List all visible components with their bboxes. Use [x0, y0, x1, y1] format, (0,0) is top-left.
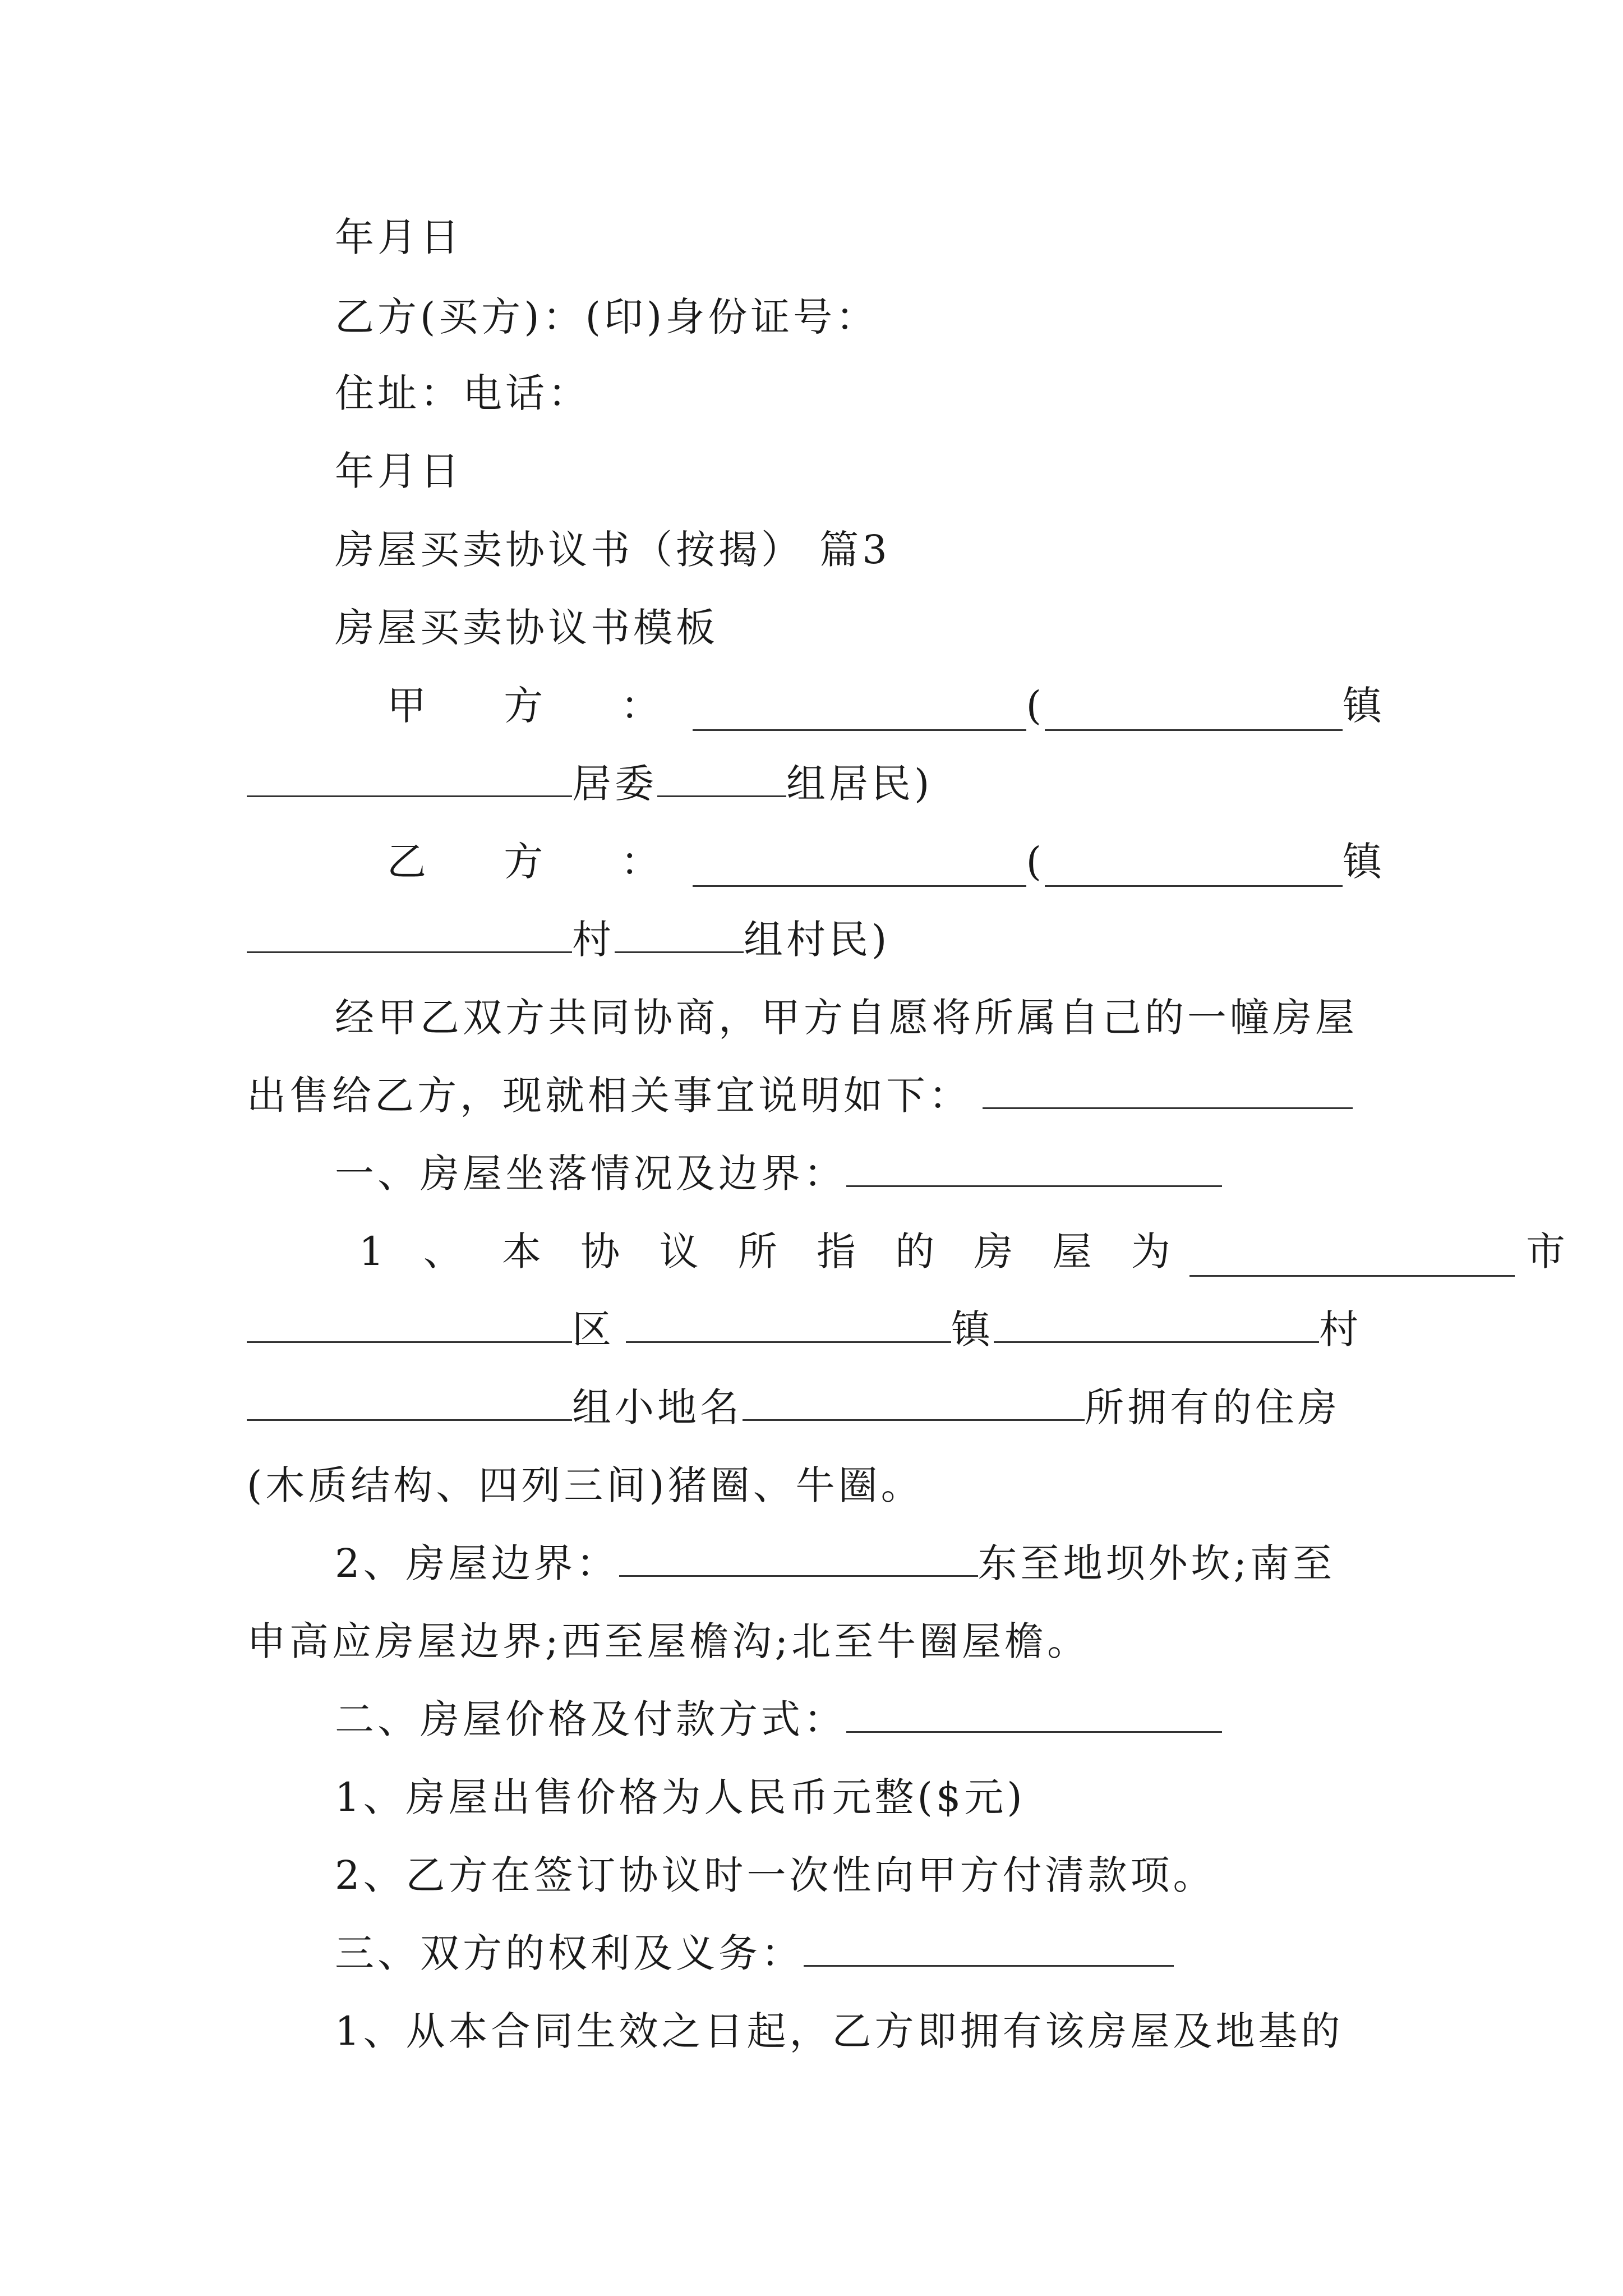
party-b-town-blank[interactable] — [1045, 853, 1343, 887]
party-b-village-blank[interactable] — [247, 919, 572, 953]
section-1-blank[interactable] — [846, 1153, 1222, 1187]
party-b-group-blank[interactable] — [615, 919, 744, 953]
intro-line-2 — [247, 1070, 1353, 1121]
town-label: 镇 — [951, 1306, 994, 1352]
section-1-title — [335, 1148, 1222, 1199]
section-heading: 房屋买卖协议书（按揭） 篇3 — [335, 527, 891, 573]
village-blank[interactable] — [994, 1309, 1319, 1343]
party-b-line — [387, 836, 1385, 887]
boundary-blank[interactable] — [619, 1543, 978, 1577]
buyer-address-phone-line: 住址：电话： — [335, 370, 591, 416]
party-b-village-label: 村 — [572, 917, 615, 963]
party-a-town-blank[interactable] — [1045, 697, 1343, 731]
group-blank[interactable] — [247, 1387, 572, 1421]
party-b-label: 乙 方 ： — [387, 839, 693, 885]
section-1-item-1-text: 1 、 本 协 议 所 指 的 房 屋 为 — [359, 1228, 1184, 1274]
section-1-item-1-line-3 — [247, 1382, 1340, 1433]
party-a-group-blank[interactable] — [657, 763, 786, 797]
party-a-group-label: 组居民) — [786, 761, 933, 807]
section-3-title — [335, 1928, 1174, 1978]
intro-blank[interactable] — [983, 1075, 1353, 1109]
section-1-item-1-line — [359, 1226, 1569, 1277]
district-label: 区 — [572, 1306, 615, 1352]
section-2-title — [335, 1694, 1222, 1745]
section-3-blank[interactable] — [804, 1932, 1174, 1967]
district-blank[interactable] — [247, 1309, 572, 1343]
owned-house-label: 所拥有的住房 — [1085, 1384, 1340, 1430]
section-1-title-text: 一、房屋坐落情况及边界： — [335, 1151, 846, 1197]
party-b-town-label: 镇 — [1343, 839, 1385, 885]
party-a-town-label: 镇 — [1343, 683, 1385, 729]
section-1-item-1-line-2 — [247, 1304, 1362, 1355]
party-a-committee-label: 居委 — [572, 761, 657, 807]
section-2-item-1: 1、房屋出售价格为人民币元整($元) — [335, 1774, 1026, 1820]
party-b-name-blank[interactable] — [693, 853, 1026, 887]
party-b-paren: ( — [1026, 839, 1045, 885]
boundary-label: 2、房屋边界： — [335, 1540, 619, 1586]
date-line-1: 年月日 — [335, 214, 463, 260]
intro-text-2: 出售给乙方，现就相关事宜说明如下： — [247, 1073, 971, 1119]
buyer-signature-line: 乙方(买方)：(印)身份证号： — [335, 294, 879, 340]
section-2-item-2: 2、乙方在签订协议时一次性向甲方付清款项。 — [335, 1852, 1216, 1898]
party-a-label: 甲 方 ： — [387, 683, 693, 729]
city-blank[interactable] — [1189, 1243, 1515, 1277]
section-2-blank[interactable] — [846, 1699, 1222, 1733]
party-b-group-label: 组村民) — [744, 917, 891, 963]
group-place-label: 组小地名 — [572, 1384, 743, 1430]
village-label: 村 — [1319, 1306, 1362, 1352]
section-3-title-text: 三、双方的权利及义务： — [335, 1930, 804, 1976]
place-name-blank[interactable] — [743, 1387, 1085, 1421]
party-a-name-blank[interactable] — [693, 697, 1026, 731]
town-blank[interactable] — [626, 1309, 951, 1343]
structure-line: (木质结构、四列三间)猪圈、牛圈。 — [247, 1462, 924, 1508]
party-a-paren: ( — [1026, 683, 1045, 729]
date-line-2: 年月日 — [335, 448, 463, 494]
template-title: 房屋买卖协议书模板 — [335, 605, 718, 651]
section-1-item-2-line — [335, 1538, 1335, 1589]
party-b-line-2 — [247, 914, 890, 965]
party-a-line-2 — [247, 758, 933, 809]
city-label: 市 — [1526, 1228, 1569, 1274]
boundary-east-south: 东至地坝外坎;南至 — [978, 1540, 1336, 1586]
party-a-committee-blank[interactable] — [247, 763, 572, 797]
section-2-title-text: 二、房屋价格及付款方式： — [335, 1696, 846, 1742]
boundary-line-2: 申高应房屋边界;西至屋檐沟;北至牛圈屋檐。 — [247, 1618, 1090, 1664]
intro-line-1: 经甲乙双方共同协商，甲方自愿将所属自己的一幢房屋 — [335, 995, 1358, 1041]
section-3-item-1: 1、从本合同生效之日起，乙方即拥有该房屋及地基的 — [335, 2008, 1344, 2054]
party-a-line — [387, 680, 1385, 731]
